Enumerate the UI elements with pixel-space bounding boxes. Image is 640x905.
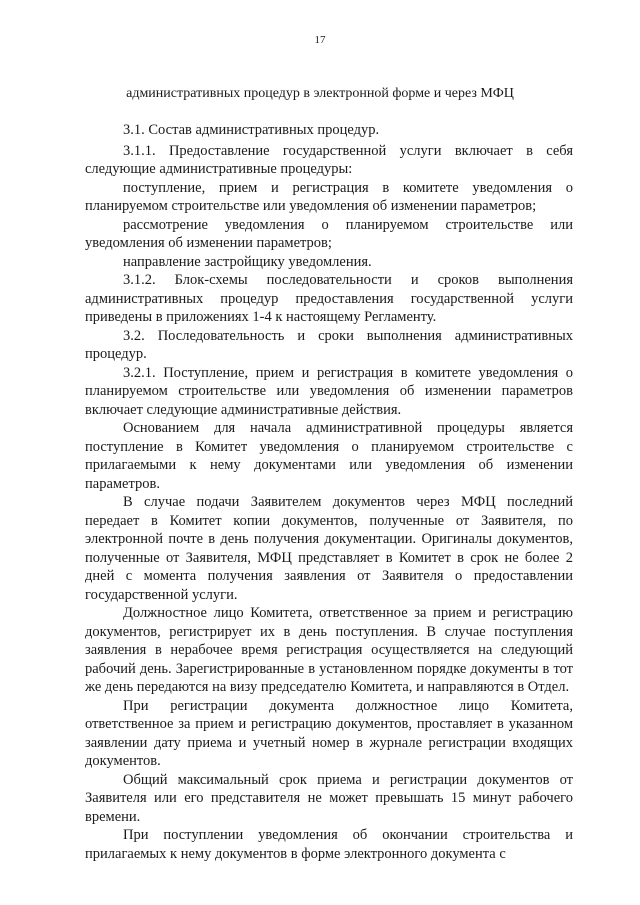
paragraph: При поступлении уведомления об окончании строительства и прилагаемых к нему документов в форме электронного документа с [85, 827, 573, 862]
paragraph: поступление, прием и регистрация в комитете уведомления о планируемом строительстве или уведомления об изменении параметров; [85, 179, 573, 214]
paragraph: В случае подачи Заявителем документов через МФЦ последний передает в Комитет копии документов, полученные от Заявителя, по электронной почте в день получения документации. Оригиналы документов, полученные от Заявителя, МФЦ представляет в Комитет в срок не более 2 дней с момента получения заявления от Заявителя о предоставлении государственной услуги. [85, 494, 573, 603]
paragraph: 3.2. Последовательность и сроки выполнения административных процедур. [85, 327, 573, 362]
paragraph: Должностное лицо Комитета, ответственное за прием и регистрацию документов, регистрирует их в день поступления. В случае поступления заявления в нерабочее время регистрация осуществляется на следующий рабочий день. Зарегистрированные в установленном порядке документы в тот же день передаются на визу председателю Комитета, и направляются в Отдел. [85, 605, 573, 695]
paragraph: 3.1. Состав административных процедур. [123, 122, 380, 138]
paragraph: Основанием для начала административной процедуры является поступление в Комитет уведомления о планируемом строительстве с прилагаемыми к нему документами или уведомления об изменении параметров. [85, 420, 573, 492]
paragraph: 3.1.2. Блок-схемы последовательности и сроков выполнения административных процедур предоставления государственной услуги приведены в приложениях 1-4 к настоящему Регламенту. [85, 272, 573, 325]
paragraph: рассмотрение уведомления о планируемом строительстве или уведомления об изменении параметров; [85, 216, 573, 251]
paragraph: направление застройщику уведомления. [123, 253, 372, 270]
page-number: 17 [314, 34, 326, 46]
section-heading: административных процедур в электронной форме и через МФЦ [126, 86, 514, 101]
paragraph: Общий максимальный срок приема и регистрации документов от Заявителя или его представителя не может превышать 15 минут рабочего времени. [85, 771, 573, 825]
document-body [85, 121, 573, 863]
paragraph: При регистрации документа должностное лицо Комитета, ответственное за прием и регистрацию документов, проставляет в указанном заявлении дату приема и учетный номер в журнале регистрации входящих документов. [85, 697, 573, 769]
paragraph: 3.1.1. Предоставление государственной услуги включает в себя следующие административные процедуры: [85, 142, 573, 177]
paragraph: 3.2.1. Поступление, прием и регистрация в комитете уведомления о планируемом строительстве или уведомления об изменении параметров включает следующие административные действия. [85, 364, 573, 418]
